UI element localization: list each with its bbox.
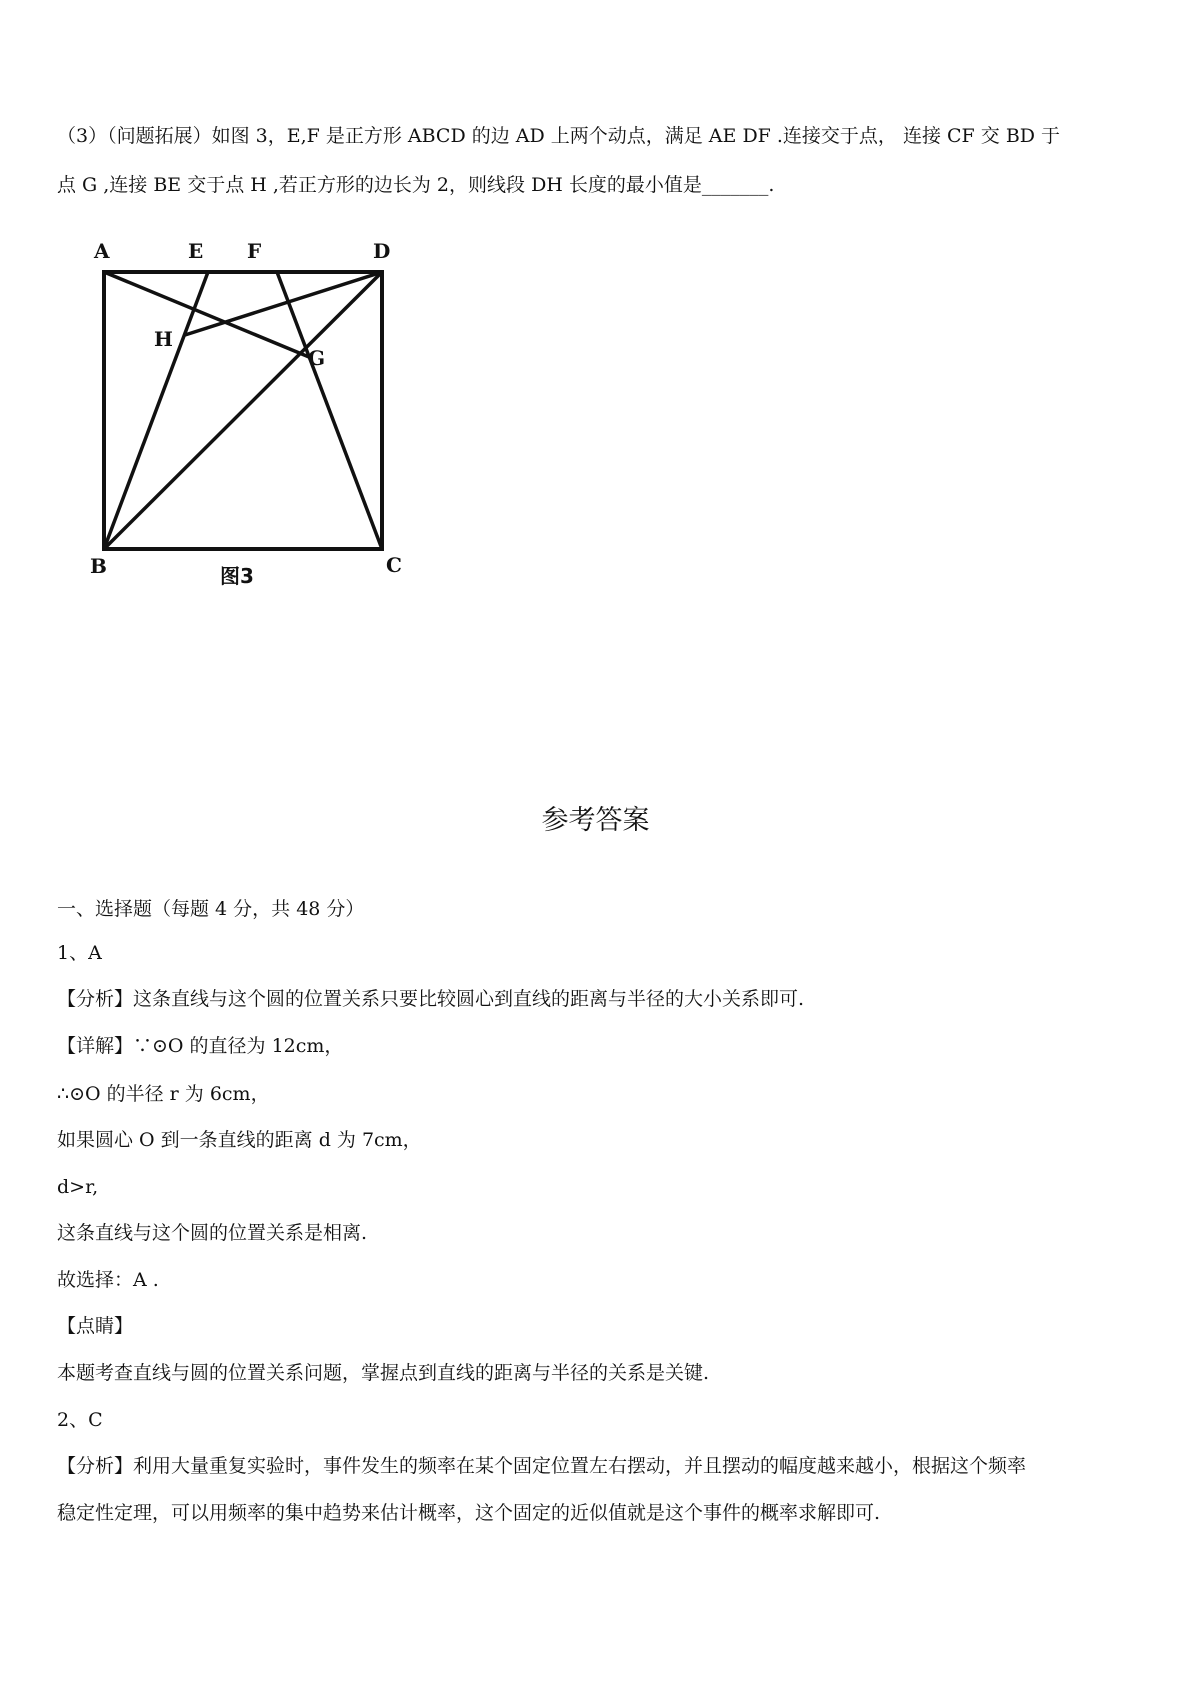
q1-detail-4: d>r, <box>57 1176 99 1198</box>
q2-answer: 2、C <box>57 1409 103 1431</box>
figure-caption: 图3 <box>220 564 254 588</box>
q1-detail-5: 这条直线与这个圆的位置关系是相离. <box>57 1222 368 1244</box>
label-f: F <box>247 239 262 263</box>
q1-detail-6: 故选择：A . <box>57 1269 159 1291</box>
label-h: H <box>154 327 173 351</box>
q1-comment: 本题考查直线与圆的位置关系问题，掌握点到直线的距离与半径的关系是关键. <box>57 1362 710 1384</box>
segment-bd <box>104 272 382 549</box>
problem-text-line-1: （3）（问题拓展）如图 3，E,F 是正方形 ABCD 的边 AD 上两个动点，满足 AE DF .连接交于点， 连接 CF 交 BD 于 <box>57 125 1061 147</box>
segment-fc <box>277 272 382 549</box>
q1-detail-2: ∴⊙O 的半径 r 为 6cm， <box>57 1083 270 1105</box>
answer-section-title: 参考答案 <box>541 805 650 836</box>
q1-detail-1: 【详解】∵⊙O 的直径为 12cm， <box>57 1035 344 1057</box>
label-c: C <box>386 553 402 577</box>
q1-comment-label: 【点睛】 <box>57 1315 134 1337</box>
section-heading: 一、选择题（每题 4 分，共 48 分） <box>57 898 365 920</box>
q2-analysis-line-2: 稳定性定理，可以用频率的集中趋势来估计概率，这个固定的近似值就是这个事件的概率求解即可. <box>57 1502 881 1524</box>
label-g: G <box>308 346 326 370</box>
square-diagram <box>90 232 420 592</box>
q1-detail-3: 如果圆心 O 到一条直线的距离 d 为 7cm， <box>57 1129 422 1151</box>
geometry-figure-3 <box>90 232 420 592</box>
label-d: D <box>373 239 391 263</box>
q1-answer: 1、A <box>57 942 102 964</box>
segment-ag <box>104 272 309 357</box>
q2-analysis-line-1: 【分析】利用大量重复实验时，事件发生的频率在某个固定位置左右摆动，并且摆动的幅度越来越小，根据这个频率 <box>57 1455 1027 1477</box>
label-a: A <box>94 239 110 263</box>
q1-analysis: 【分析】这条直线与这个圆的位置关系只要比较圆心到直线的距离与半径的大小关系即可. <box>57 988 805 1010</box>
segment-be <box>104 272 208 549</box>
problem-text-line-2: 点 G ,连接 BE 交于点 H ,若正方形的边长为 2，则线段 DH 长度的最小值是_______. <box>57 174 775 196</box>
label-e: E <box>188 239 204 263</box>
label-b: B <box>90 554 107 578</box>
